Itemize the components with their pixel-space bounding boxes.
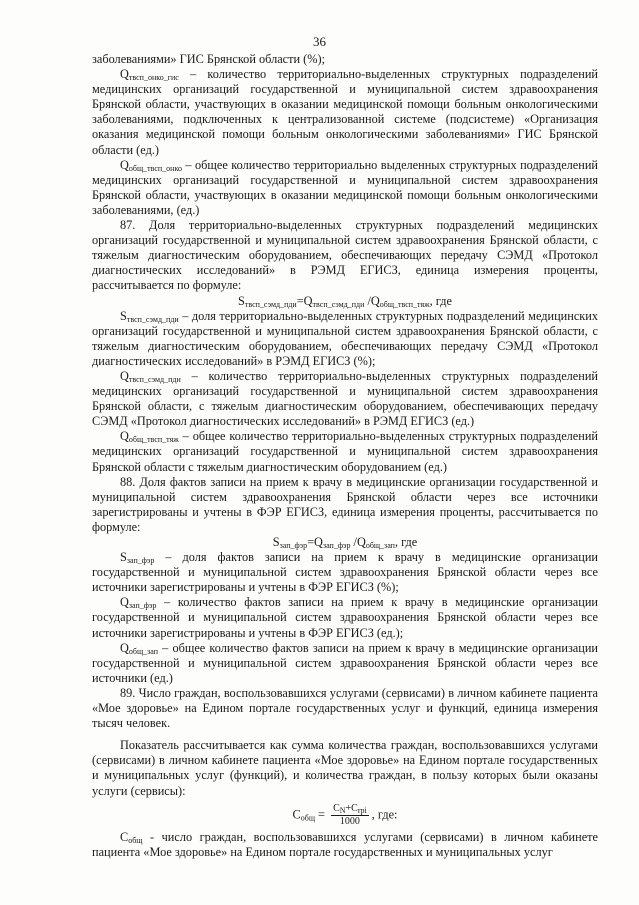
definition-q-tvsp-semd-pdi <box>92 369 598 429</box>
document-body <box>92 52 598 860</box>
symbol-subscript: твсп_сэмд_пди <box>128 374 181 384</box>
symbol: Q <box>120 640 129 655</box>
definition-text: - число граждан, воспользовавшихся услугами (сервисами) в личном кабинете пациента «Мое здоровье» на Едином портале государственных и муниципальных услуг <box>92 829 598 859</box>
formula-c-obshch: $C_{общ}$ = $\frac{C_N+C_{rpi}}{1000}$ , где: <box>292 802 398 827</box>
symbol: Q <box>120 595 129 610</box>
symbol-subscript: зап_фэр <box>126 556 155 566</box>
symbol-subscript: общ <box>128 835 143 845</box>
paragraph-calculation-method: Показатель рассчитывается как сумма количества граждан, воспользовавшихся услугами (сервисами) в личном кабинете пациента «Мое здоровье» на Едином портале государственных и муниципальных услуг (функций), и количества граждан, в пользу которых были оказаны услуги (сервисы): <box>92 738 598 798</box>
paragraph-item-89: 89. Число граждан, воспользовавшихся услугами (сервисами) в личном кабинете пациента «Мое здоровье» на Едином портале государственных услуг и функций, единица измерения тысяч человек. <box>92 685 598 731</box>
formula-s-tvsp-semd-pdi: $S_{твсп\_сэмд\_пди}=Q_{твсп\_сэмд\_пди}$ $/Q_{общ\_твсп\_тяж}$, где <box>238 293 452 309</box>
symbol: Q <box>120 67 129 82</box>
symbol-subscript: твсп_онко_гис <box>128 73 179 83</box>
definition-text: – количество фактов записи на прием к врачу в медицинские организации государственной и муниципальной систем здравоохранения Брянской области через все источники зарегистрированы и учтены в ФЭР ЕГИСЗ (ед.); <box>92 595 598 640</box>
symbol: Q <box>120 157 129 172</box>
symbol: Q <box>120 368 129 383</box>
definition-q-obshch-tvsp-tyazh <box>92 429 598 474</box>
fraction-denominator: 1000 <box>339 815 360 827</box>
symbol: S <box>120 550 127 565</box>
definition-text: – доля территориально-выделенных структурных подразделений медицинских организаций государственной и муниципальной систем здравоохранения Брянской области, с тяжелым диагностическим оборудованием, обеспечивающих передачу СЭМД «Протокол диагностических исследований» в РЭМД ЕГИСЗ (%); <box>92 308 598 368</box>
definition-s-zap-fer <box>92 550 598 595</box>
symbol: S <box>120 308 127 323</box>
definition-q-zap-fer <box>92 595 598 640</box>
definition-text: – общее количество территориально-выделенных структурных подразделений медицинских организаций государственной и муниципальной систем здравоохранения Брянской области с тяжелым диагностическим оборудованием (ед.) <box>92 429 598 474</box>
definition-c-obshch <box>92 830 598 860</box>
symbol-subscript: общ_твсп_тяж <box>128 435 179 445</box>
paragraph-continuation: заболеваниями» ГИС Брянской области (%); <box>92 52 326 66</box>
definition-text: – доля фактов записи на прием к врачу в медицинские организации государственной и муниципальной систем здравоохранения Брянской области через все источники зарегистрированы и учтены в ФЭР ЕГИСЗ (%); <box>92 550 598 595</box>
definition-text: – общее количество фактов записи на прием к врачу в медицинские организации государственной и муниципальной систем здравоохранения Брянской области через все источники (ед.) <box>92 640 598 685</box>
definition-q-obshch-zap <box>92 641 598 686</box>
definition-text: – количество территориально-выделенных структурных подразделений медицинских организаций государственной и муниципальной систем здравоохранения Брянской области, с тяжелым диагностическим оборудованием, обеспечивающих передачу СЭМД «Протокол диагностических исследований» в РЭМД ЕГИСЗ (ед.) <box>92 368 598 429</box>
symbol-subscript: общ_твсп_онко <box>128 163 182 173</box>
paragraph-item-88: 88. Доля фактов записи на прием к врачу в медицинские организации государственной и муниципальной систем здравоохранения Брянской области через все источники зарегистрированы и учтены в ФЭР ЕГИСЗ, единица измерения проценты, рассчитывается по формуле: <box>92 474 598 534</box>
symbol: C <box>120 829 129 844</box>
formula-s-zap-fer: $S_{зап\_фэр}=Q_{зап\_фэр}$ $/Q_{общ\_зап}$, где <box>272 535 418 550</box>
fraction-numerator: $C_N+C_{rpi}$ <box>333 802 367 815</box>
symbol: Q <box>120 429 129 444</box>
paragraph-item-87: 87. Доля территориально-выделенных структурных подразделений медицинских организаций государственной и муниципальной систем здравоохранения Брянской области, с тяжелым диагностическим оборудованием, обеспечивающих передачу СЭМД «Протокол диагностических исследований» в РЭМД ЕГИСЗ, единица измерения проценты, рассчитывается по формуле: <box>92 218 598 293</box>
definition-text: – количество территориально-выделенных структурных подразделений медицинских организаций государственной и муниципальной систем здравоохранения Брянской области, участвующих в оказании медицинской помощи больным онкологическими заболеваниями, подключенных к централизованной системе (подсистеме) «Организация оказания медицинской помощи больным онкологическими заболеваниями» ГИС Брянской области (ед.) <box>92 67 598 157</box>
definition-q-tvsp-onko-gis <box>92 67 598 158</box>
paragraph-gap <box>92 731 598 738</box>
definition-q-obshch-tvsp-onko <box>92 158 598 218</box>
definition-text: – общее количество территориально выделенных структурных подразделений медицинских организаций государственной и муниципальной систем здравоохранения Брянской области, участвующих в оказании медицинской помощи больным онкологическими заболеваниями, (ед.) <box>92 157 598 217</box>
formula-fraction <box>331 803 369 828</box>
symbol-subscript: зап_фэр <box>128 601 157 611</box>
page-number: 36 <box>313 34 326 49</box>
symbol-subscript: общ_зап <box>128 646 159 656</box>
definition-s-tvsp-semd-pdi <box>92 309 598 369</box>
symbol-subscript: твсп_сэмд_пди <box>126 314 179 324</box>
